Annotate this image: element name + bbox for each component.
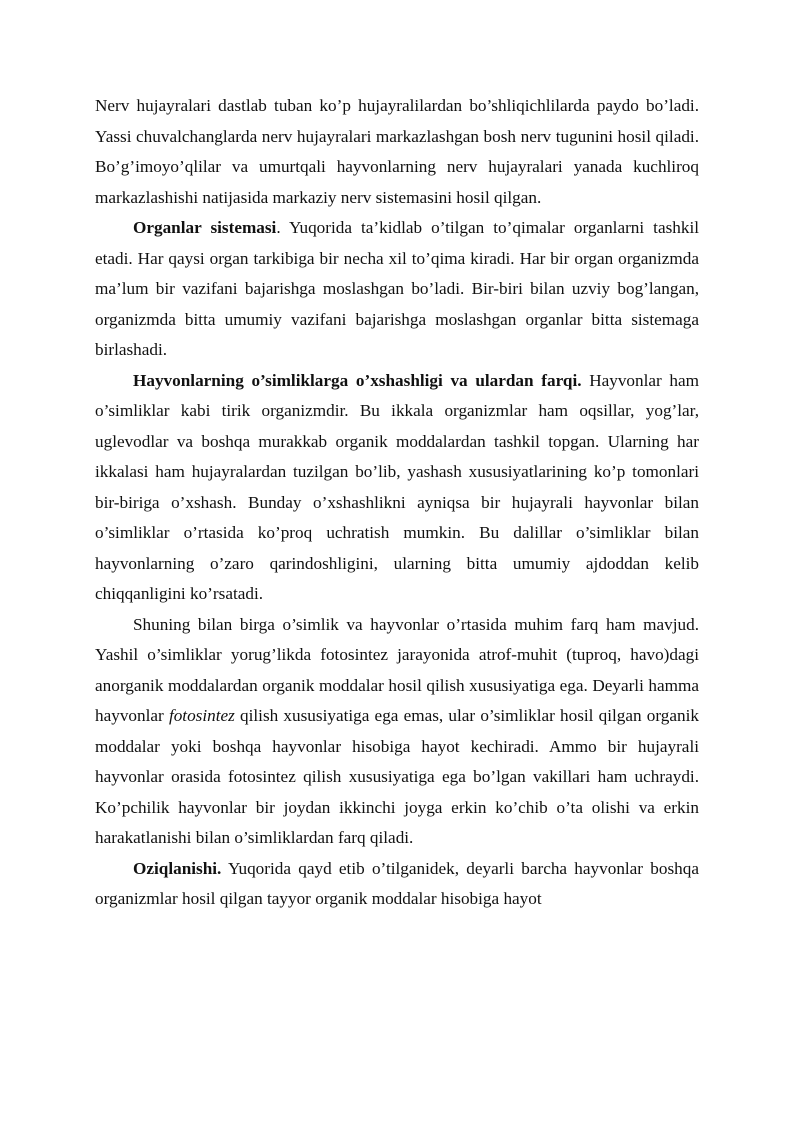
paragraph-text: Yuqorida qayd etib o’tilganidek, deyarli barcha hayvonlar boshqa organizmlar hosil qilgan tayyor organik moddalar hisobiga hayot <box>95 858 699 908</box>
paragraph-organ-systems <box>95 213 699 366</box>
paragraph-differences <box>95 610 699 854</box>
paragraph-nervous-system <box>95 91 699 213</box>
paragraph-nutrition <box>95 854 699 915</box>
paragraph-text: Shuning bilan birga o’simlik va hayvonlar o’rtasida muhim farq ham mavjud. Yashil o’simliklar yorug’likda fotosintez jarayonida atrof-muhit (tuproq, havo)dagi anorganik moddalardan organik moddalar hosil qilish xususiyatiga ega. Deyarli hamma hayvonlar <box>95 614 699 725</box>
document-page <box>95 91 699 915</box>
section-heading-nutrition: Oziqlanishi. <box>133 858 222 878</box>
paragraph-text: Nerv hujayralari dastlab tuban ko’p hujayralilardan bo’shliqichlilarda paydo bo’ladi. Yassi chuvalchanglarda nerv hujayralari markazlashgan bosh nerv tugunini hosil qiladi. Bo’g’imoyo’qlilar va umurtqali hayvonlarning nerv hujayralari yanada kuchliroq markazlashishi natijasida markaziy nerv sistemasini hosil qilgan. <box>95 96 699 207</box>
paragraph-text: qilish xususiyatiga ega emas, ular o’simliklar hosil qilgan organik moddalar yoki boshqa hayvonlar hisobiga hayot kechiradi. Ammo bir hujayrali hayvonlar orasida fotosintez qilish xususiyatiga ega bo’lgan vakillari ham uchraydi. Ko’pchilik hayvonlar bir joydan ikkinchi joyga erkin ko’chib o’ta olishi va erkin harakatlanishi bilan o’simliklardan farq qiladi. <box>95 706 699 847</box>
paragraph-similarity <box>95 366 699 610</box>
section-heading-similarity: Hayvonlarning o’simliklarga o’xshashligi va ulardan farqi. <box>133 370 582 390</box>
paragraph-text: Hayvonlar ham o’simliklar kabi tirik organizmdir. Bu ikkala organizmlar ham oqsillar, yog’lar, uglevodlar va boshqa murakkab organik moddalardan tashkil topgan. Ularning har ikkalasi ham hujayralardan tuzilgan bo’lib, yashash xususiyatlarining ko’p tomonlari bir-biriga o’xshash. Bunday o’xshashlikni ayniqsa bir hujayrali hayvonlar bilan o’simliklar o’rtasida ko’proq uchratish mumkin. Bu dalillar o’simliklar bilan hayvonlarning o’zaro qarindoshligini, ularning bitta umumiy ajdoddan kelib chiqqanligini ko’rsatadi. <box>95 370 700 603</box>
section-heading-organ-systems: Organlar sistemasi <box>133 218 277 237</box>
paragraph-text: . Yuqorida ta’kidlab o’tilgan to’qimalar organlarni tashkil etadi. Har qaysi organ tarkibiga bir necha xil to’qima kiradi. Har bir organ organizmda ma’lum bir vazifani bajarishga moslashgan bo’ladi. Bir-biri bilan uzviy bog’langan, organizmda bitta umumiy vazifani bajarishga moslashgan organlar bitta sistemaga birlashadi. <box>95 218 700 359</box>
italic-term-photosynthesis: fotosintez <box>168 706 235 725</box>
